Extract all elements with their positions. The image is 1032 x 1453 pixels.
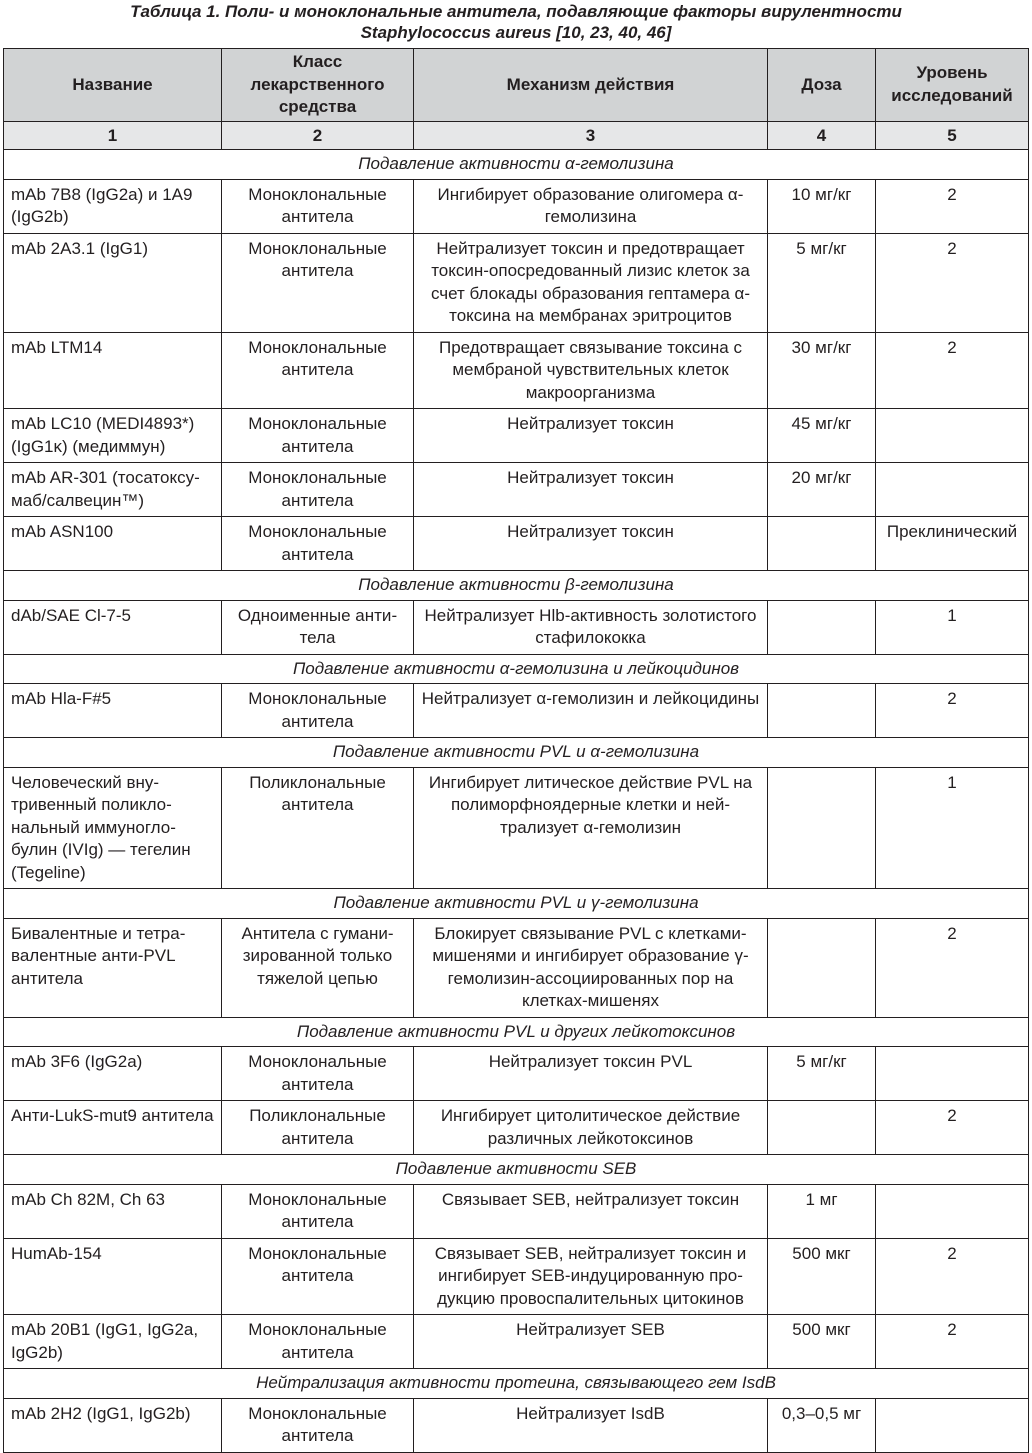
cell-name: mAb LC10 (MEDI4893*) (IgG1κ) (медиммун) bbox=[4, 409, 222, 463]
column-header-dose: Доза bbox=[768, 49, 876, 122]
cell-mechanism: Блокирует связывание PVL с клетками-мишенями и ингибирует образование γ-гемолизин-ассоциированных пор на клетках-мишенях bbox=[414, 918, 768, 1017]
cell-mechanism: Нейтрализует IsdB bbox=[414, 1398, 768, 1452]
table-row bbox=[4, 332, 1029, 409]
section-title: Подавление активности PVL и α-гемолизина bbox=[4, 738, 1029, 768]
cell-mechanism: Нейтрализует Hlb-активность золотистого стафилококка bbox=[414, 600, 768, 654]
cell-research-level: 2 bbox=[876, 1315, 1029, 1369]
column-number: 5 bbox=[876, 121, 1029, 150]
cell-mechanism: Предотвращает связывание токсина с мембраной чувствительных клеток макроорганизма bbox=[414, 332, 768, 409]
cell-dose bbox=[768, 1101, 876, 1155]
cell-name: mAb 3F6 (IgG2a) bbox=[4, 1047, 222, 1101]
table-row bbox=[4, 463, 1029, 517]
table-row bbox=[4, 233, 1029, 332]
cell-dose: 500 мкг bbox=[768, 1238, 876, 1315]
cell-mechanism: Ингибирует образование олигомера α-гемолизина bbox=[414, 179, 768, 233]
cell-name: dAb/SAE Cl-7-5 bbox=[4, 600, 222, 654]
cell-research-level bbox=[876, 463, 1029, 517]
section-title: Подавление активности SEB bbox=[4, 1155, 1029, 1185]
cell-name: Человеческий внутривенный поликлональный иммуноглобулин (IVIg) — тегелин (Tegeline) bbox=[4, 767, 222, 889]
section-title: Подавление активности PVL и других лейкотоксинов bbox=[4, 1017, 1029, 1047]
cell-drug-class: Моноклональные антитела bbox=[222, 233, 414, 332]
cell-dose: 5 мг/кг bbox=[768, 233, 876, 332]
table-row bbox=[4, 179, 1029, 233]
cell-drug-class: Моноклональные антитела bbox=[222, 684, 414, 738]
cell-drug-class: Антитела с гуманизированной только тяжелой цепью bbox=[222, 918, 414, 1017]
cell-mechanism: Связывает SEB, нейтрализует токсин и ингибирует SEB-индуцированную продукцию провоспалительных цитокинов bbox=[414, 1238, 768, 1315]
cell-name: mAb 7B8 (IgG2a) и 1A9 (IgG2b) bbox=[4, 179, 222, 233]
cell-dose bbox=[768, 767, 876, 889]
cell-mechanism: Нейтрализует α-гемолизин и лейкоцидины bbox=[414, 684, 768, 738]
cell-dose bbox=[768, 684, 876, 738]
cell-dose bbox=[768, 600, 876, 654]
cell-drug-class: Одноименные антитела bbox=[222, 600, 414, 654]
section-header-row bbox=[4, 738, 1029, 768]
cell-dose: 1 мг bbox=[768, 1184, 876, 1238]
cell-drug-class: Моноклональные антитела bbox=[222, 1184, 414, 1238]
table-row bbox=[4, 1047, 1029, 1101]
cell-research-level bbox=[876, 1184, 1029, 1238]
cell-research-level bbox=[876, 1398, 1029, 1452]
column-number-row bbox=[4, 121, 1029, 150]
section-title: Подавление активности α-гемолизина bbox=[4, 150, 1029, 180]
cell-name: mAb LTM14 bbox=[4, 332, 222, 409]
cell-research-level: 2 bbox=[876, 332, 1029, 409]
section-header-row bbox=[4, 654, 1029, 684]
cell-drug-class: Поликлональные антитела bbox=[222, 767, 414, 889]
cell-research-level: 2 bbox=[876, 918, 1029, 1017]
cell-drug-class: Моноклональные антитела bbox=[222, 517, 414, 571]
cell-research-level: 2 bbox=[876, 233, 1029, 332]
cell-name: mAb ASN100 bbox=[4, 517, 222, 571]
table-row bbox=[4, 517, 1029, 571]
cell-drug-class: Моноклональные антитела bbox=[222, 332, 414, 409]
cell-research-level: 2 bbox=[876, 179, 1029, 233]
column-header-name: Название bbox=[4, 49, 222, 122]
cell-mechanism: Ингибирует цитолитическое действие различных лейкотоксинов bbox=[414, 1101, 768, 1155]
cell-dose bbox=[768, 918, 876, 1017]
cell-research-level bbox=[876, 1047, 1029, 1101]
section-title: Подавление активности β-гемолизина bbox=[4, 571, 1029, 601]
column-header-mechanism: Механизм действия bbox=[414, 49, 768, 122]
table-body bbox=[4, 150, 1029, 1453]
cell-name: Бивалентные и тетравалентные анти-PVL антитела bbox=[4, 918, 222, 1017]
section-header-row bbox=[4, 571, 1029, 601]
antibody-table bbox=[3, 48, 1029, 1453]
cell-dose bbox=[768, 517, 876, 571]
header-row bbox=[4, 49, 1029, 122]
section-header-row bbox=[4, 1155, 1029, 1185]
cell-research-level bbox=[876, 409, 1029, 463]
cell-drug-class: Моноклональные антитела bbox=[222, 1398, 414, 1452]
cell-dose: 5 мг/кг bbox=[768, 1047, 876, 1101]
cell-drug-class: Моноклональные антитела bbox=[222, 463, 414, 517]
cell-drug-class: Моноклональные антитела bbox=[222, 409, 414, 463]
cell-dose: 0,3–0,5 мг bbox=[768, 1398, 876, 1452]
cell-research-level: 1 bbox=[876, 767, 1029, 889]
table-caption bbox=[0, 0, 1032, 44]
cell-research-level: 2 bbox=[876, 684, 1029, 738]
cell-name: mAb AR-301 (тосатоксумаб/салвецин™) bbox=[4, 463, 222, 517]
column-number: 3 bbox=[414, 121, 768, 150]
table-row bbox=[4, 767, 1029, 889]
cell-drug-class: Моноклональные антитела bbox=[222, 179, 414, 233]
table-row bbox=[4, 409, 1029, 463]
table-row bbox=[4, 918, 1029, 1017]
caption-line-1: Таблица 1. Поли- и моноклональные антитела, подавляющие факторы вирулентности bbox=[130, 2, 902, 21]
cell-dose: 30 мг/кг bbox=[768, 332, 876, 409]
cell-dose: 45 мг/кг bbox=[768, 409, 876, 463]
cell-name: mAb Ch 82M, Ch 63 bbox=[4, 1184, 222, 1238]
cell-dose: 10 мг/кг bbox=[768, 179, 876, 233]
column-header-level: Уровень исследований bbox=[876, 49, 1029, 122]
table-row bbox=[4, 1184, 1029, 1238]
cell-name: HumAb-154 bbox=[4, 1238, 222, 1315]
cell-mechanism: Нейтрализует токсин bbox=[414, 517, 768, 571]
cell-drug-class: Моноклональные антитела bbox=[222, 1047, 414, 1101]
table-row bbox=[4, 1315, 1029, 1369]
cell-name: mAb 2H2 (IgG1, IgG2b) bbox=[4, 1398, 222, 1452]
cell-mechanism: Нейтрализует SEB bbox=[414, 1315, 768, 1369]
cell-research-level: 1 bbox=[876, 600, 1029, 654]
table-row bbox=[4, 1238, 1029, 1315]
cell-mechanism: Ингибирует литическое действие PVL на полиморфноядерные клетки и нейтрализует α-гемолизин bbox=[414, 767, 768, 889]
cell-mechanism: Нейтрализует токсин bbox=[414, 409, 768, 463]
cell-drug-class: Моноклональные антитела bbox=[222, 1238, 414, 1315]
column-number: 4 bbox=[768, 121, 876, 150]
cell-research-level: 2 bbox=[876, 1101, 1029, 1155]
table-row bbox=[4, 684, 1029, 738]
cell-mechanism: Нейтрализует токсин и предотвращает токсин-опосредованный лизис клеток за счет блокады образования гептамера α-токсина на мембранах эритроцитов bbox=[414, 233, 768, 332]
column-number: 1 bbox=[4, 121, 222, 150]
section-header-row bbox=[4, 1017, 1029, 1047]
table-row bbox=[4, 1101, 1029, 1155]
cell-dose: 500 мкг bbox=[768, 1315, 876, 1369]
section-title: Подавление активности PVL и γ-гемолизина bbox=[4, 889, 1029, 919]
column-number: 2 bbox=[222, 121, 414, 150]
cell-mechanism: Нейтрализует токсин bbox=[414, 463, 768, 517]
cell-mechanism: Нейтрализует токсин PVL bbox=[414, 1047, 768, 1101]
cell-research-level: 2 bbox=[876, 1238, 1029, 1315]
section-header-row bbox=[4, 1369, 1029, 1399]
cell-mechanism: Связывает SEB, нейтрализует токсин bbox=[414, 1184, 768, 1238]
section-title: Нейтрализация активности протеина, связывающего гем IsdB bbox=[4, 1369, 1029, 1399]
cell-drug-class: Поликлональные антитела bbox=[222, 1101, 414, 1155]
section-title: Подавление активности α-гемолизина и лейкоцидинов bbox=[4, 654, 1029, 684]
table-row bbox=[4, 600, 1029, 654]
cell-research-level: Преклинический bbox=[876, 517, 1029, 571]
cell-name: mAb Hla-F#5 bbox=[4, 684, 222, 738]
cell-dose: 20 мг/кг bbox=[768, 463, 876, 517]
column-header-class: Класс лекарственного средства bbox=[222, 49, 414, 122]
section-header-row bbox=[4, 889, 1029, 919]
table-row bbox=[4, 1398, 1029, 1452]
cell-name: mAb 20B1 (IgG1, IgG2a, IgG2b) bbox=[4, 1315, 222, 1369]
cell-name: mAb 2A3.1 (IgG1) bbox=[4, 233, 222, 332]
section-header-row bbox=[4, 150, 1029, 180]
cell-drug-class: Моноклональные антитела bbox=[222, 1315, 414, 1369]
caption-line-2: Staphylococcus aureus [10, 23, 40, 46] bbox=[360, 23, 672, 42]
cell-name: Анти-LukS-mut9 антитела bbox=[4, 1101, 222, 1155]
